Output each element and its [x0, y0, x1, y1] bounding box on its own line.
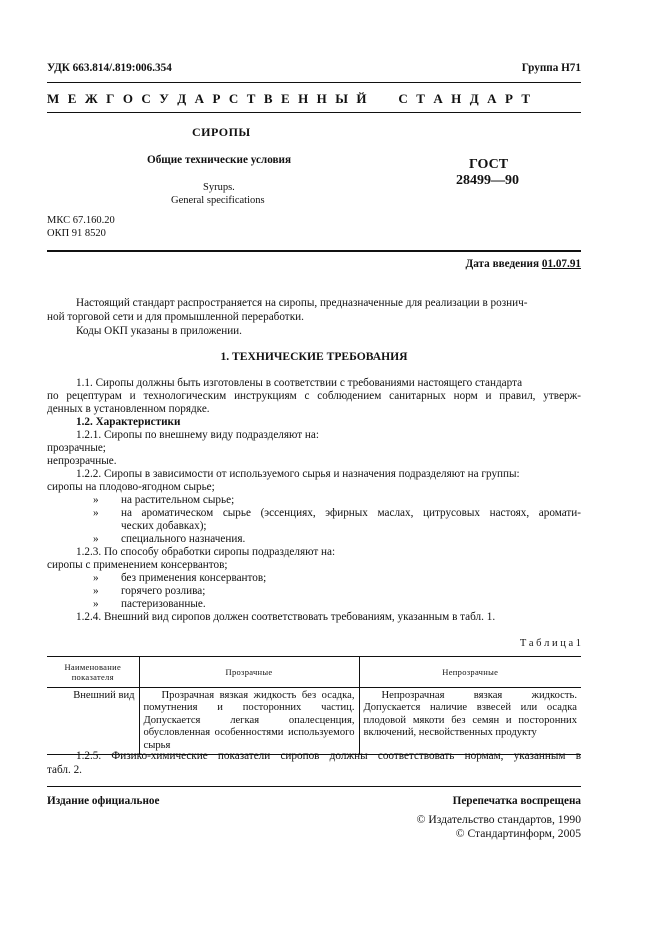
s121: 1.2.1. Сиропы по внешнему виду подразделяют на: — [76, 429, 319, 441]
doc-subtitle: Общие технические условия — [147, 154, 292, 166]
doc-title: СИРОПЫ — [192, 125, 251, 139]
s121-a: прозрачные; — [47, 442, 106, 454]
udk-code: УДК 663.814/.819:006.354 — [47, 62, 172, 74]
s121-b: непрозрачные. — [47, 455, 117, 467]
s122: 1.2.2. Сиропы в зависимости от используемого сырья и назначения подразделяют на группы: — [76, 468, 520, 480]
bullet: » — [93, 585, 99, 597]
title-en-1: Syrups. — [203, 182, 235, 193]
date-rule — [47, 250, 581, 252]
okp-code: ОКП 91 8520 — [47, 228, 106, 239]
gost-number: 28499—90 — [456, 173, 519, 188]
copyright-1: © Издательство стандартов, 1990 — [416, 813, 581, 826]
s125-line-2: табл. 2. — [47, 764, 82, 776]
intro-line-1: Настоящий стандарт распространяется на сиропы, предназначенные для реализации в рознич- — [76, 297, 528, 309]
footer-rule — [47, 786, 581, 787]
title-en-2: General specifications — [171, 195, 265, 206]
s12-heading: 1.2. Характеристики — [76, 416, 181, 428]
copyright-2: © Стандартинформ, 2005 — [455, 827, 581, 840]
bullet: » — [93, 533, 99, 545]
table-cell-opaque: Непрозрачная вязкая жидкость. Допускается наличие взвесей или осадка плодовой мякоти без семян и посторонних включений, несвойственных продукту — [359, 688, 581, 755]
s122-a: сиропы на плодово-ягодном сырье; — [47, 481, 215, 493]
bullet: » — [93, 507, 99, 519]
group-code: Группа Н71 — [521, 62, 581, 74]
standard-banner: М Е Ж Г О С У Д А Р С Т В Е Н Н Ы Й С Т А Н Д А Р Т — [47, 91, 533, 106]
s11-line-3: денных в установленном порядке. — [47, 403, 210, 415]
official-edition: Издание официальное — [47, 795, 160, 807]
bullet: » — [93, 572, 99, 584]
s125-line-1: 1.2.5. Физико-химические показатели сиропов должны соответствовать нормам, указанным в — [76, 750, 581, 762]
table-1 — [47, 656, 581, 755]
bullet: » — [93, 598, 99, 610]
reprint-notice: Перепечатка воспрещена — [452, 795, 581, 807]
s124: 1.2.4. Внешний вид сиропов должен соответствовать требованиям, указанным в табл. 1. — [76, 611, 496, 623]
intro-line-2: ной торговой сети и для промышленной переработки. — [47, 311, 304, 323]
s123-b: без применения консервантов; — [121, 572, 267, 584]
banner-rule — [47, 112, 581, 113]
table-header-cell: Непрозрачные — [359, 657, 581, 688]
intro-line-3: Коды ОКП указаны в приложении. — [76, 325, 242, 337]
table-header-cell: Наименование показателя — [47, 657, 139, 688]
s122-d: специального назначения. — [121, 533, 246, 545]
s11-line-1: 1.1. Сиропы должны быть изготовлены в соответствии с требованиями настоящего стандарта — [76, 377, 523, 389]
intro-date: Дата введения 01.07.91 — [465, 258, 581, 270]
intro-date-value: 01.07.91 — [541, 258, 581, 270]
gost-label: ГОСТ — [469, 157, 509, 172]
s123-d: пастеризованные. — [121, 598, 206, 610]
section-heading: 1. ТЕХНИЧЕСКИЕ ТРЕБОВАНИЯ — [220, 350, 408, 363]
s123: 1.2.3. По способу обработки сиропы подразделяют на: — [76, 546, 336, 558]
s11-line-2: по рецептурам и технологическим инструкциям с соблюдением санитарных норм и правил, утверж- — [47, 390, 581, 402]
header-rule — [47, 82, 581, 83]
s122-c1: на ароматическом сырье (эссенциях, эфирных маслах, цитрусовых настоях, аромати- — [121, 507, 581, 519]
table-cell-name: Внешний вид — [47, 688, 139, 755]
table-header-cell: Прозрачные — [139, 657, 359, 688]
table-caption: Т а б л и ц а 1 — [519, 638, 581, 649]
table-row — [47, 688, 581, 755]
table-cell-clear: Прозрачная вязкая жидкость без осадка, помутнения и посторонних частиц. Допускается легкая опалесценция, обусловленная особенностями используемого сырья — [139, 688, 359, 755]
mks-code: МКС 67.160.20 — [47, 215, 115, 226]
s123-c: горячего розлива; — [121, 585, 206, 597]
s122-c2: ческих добавках); — [121, 520, 207, 532]
table-header-row — [47, 657, 581, 688]
bullet: » — [93, 494, 99, 506]
s122-b: на растительном сырье; — [121, 494, 235, 506]
s123-a: сиропы с применением консервантов; — [47, 559, 228, 571]
